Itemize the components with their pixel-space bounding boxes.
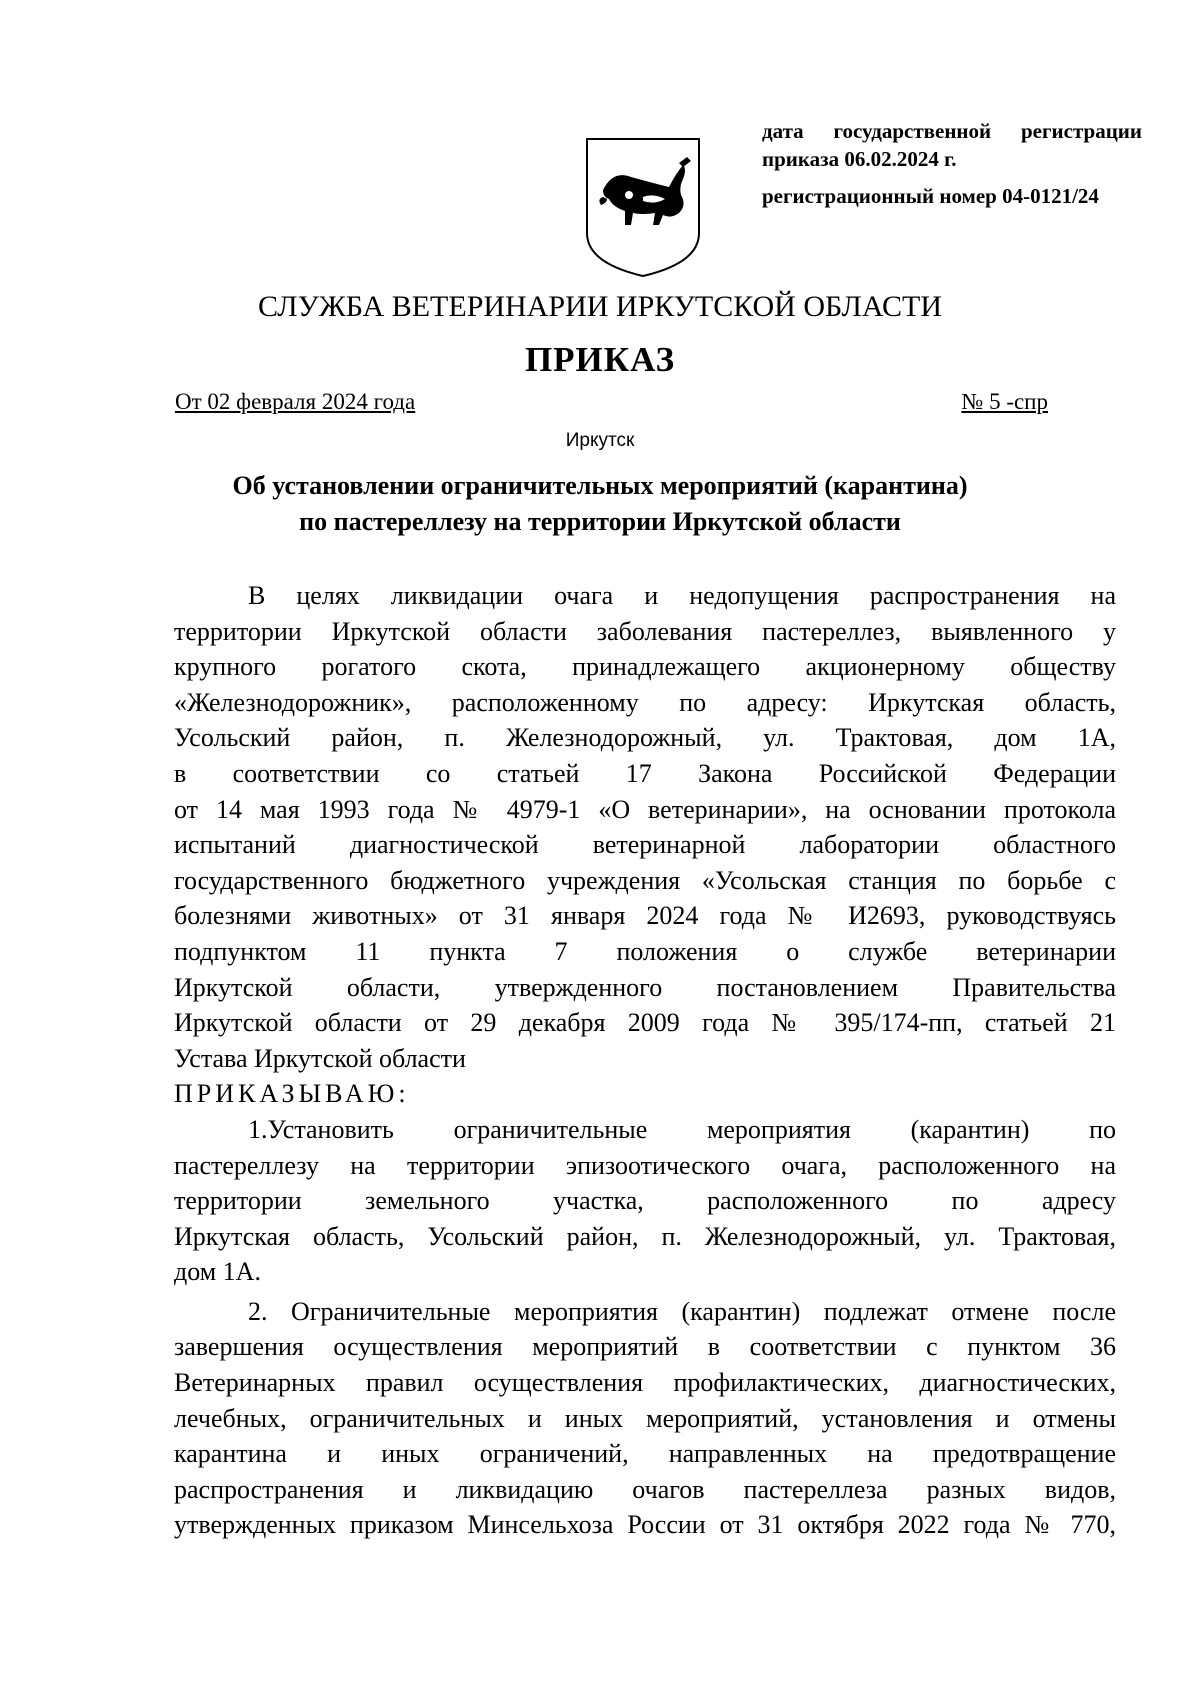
document-city: Иркутск [565,430,635,451]
preamble-line: Устава Иркутской области [174,1043,466,1073]
preamble-line: В целях ликвидации очага и недопущения распространения на [248,581,1116,610]
item1-line: пастереллезу на территории эпизоотического очага, расположенного на [174,1150,1116,1180]
item1-line: дом 1А. [174,1257,261,1287]
item1-line: 1.Установить ограничительные мероприятия (карантин) по [248,1114,1116,1144]
preamble-line: от 14 мая 1993 года № 4979-1 «О ветеринарии», на основании протокола [174,794,1116,824]
document-number: № 5 -спр [961,389,1048,414]
document-type: ПРИКАЗ [524,340,676,379]
registration-stamp [762,117,1142,210]
command-word: ПРИКАЗЫВАЮ: [174,1079,410,1109]
item2-line: карантина и иных ограничений, направленных на предотвращение [174,1439,1116,1469]
title-line: по пастереллезу на территории Иркутской области [299,507,901,536]
item1-line: территории земельного участка, расположенного по адресу [174,1186,1116,1216]
document-body [174,578,1116,1543]
organization-name: СЛУЖБА ВЕТЕРИНАРИИ ИРКУТСКОЙ ОБЛАСТИ [258,290,942,323]
preamble-line: Иркутской области от 29 декабря 2009 года № 395/174-пп, статьей 21 [174,1008,1116,1038]
item2-line: утвержденных приказом Минсельхоза России от 31 октября 2022 года № 770, [174,1510,1116,1540]
preamble-line: территории Иркутской области заболевания пастереллез, выявленного у [174,616,1116,646]
item2-line: 2. Ограничительные мероприятия (карантин) подлежат отмене после [248,1296,1116,1326]
preamble-line: крупного рогатого скота, принадлежащего акционерному обществу [174,652,1116,682]
preamble-line: «Железнодорожник», расположенному по адресу: Иркутская область, [174,687,1116,717]
item2-line: распространения и ликвидацию очагов пастереллеза разных видов, [174,1474,1116,1504]
registration-line: дата государственной регистрации [762,119,1142,143]
preamble-line: государственного бюджетного учреждения «Усольская станция по борьбе с [174,865,1116,895]
preamble-line: испытаний диагностической ветеринарной лаборатории областного [174,830,1116,860]
preamble-line: подпунктом 11 пункта 7 положения о службе ветеринарии [174,936,1116,966]
coat-of-arms-icon [583,135,703,280]
item1-line: Иркутская область, Усольский район, п. Железнодорожный, ул. Трактовая, [174,1221,1116,1251]
document-date: От 02 февраля 2024 года [175,389,416,414]
preamble-line: болезнями животных» от 31 января 2024 года № И2693, руководствуясь [174,901,1116,931]
item2-line: завершения осуществления мероприятий в соответствии с пунктом 36 [174,1332,1116,1362]
registration-number: регистрационный номер 04-0121/24 [762,184,1099,208]
registration-date: приказа 06.02.2024 г. [762,147,957,171]
preamble-line: Иркутской области, утвержденного постановлением Правительства [174,972,1116,1002]
preamble-line: в соответствии со статьей 17 Закона Российской Федерации [174,758,1116,788]
preamble-line: Усольский район, п. Железнодорожный, ул. Трактовая, дом 1А, [174,723,1116,753]
item2-line: Ветеринарных правил осуществления профилактических, диагностических, [174,1368,1116,1398]
title-line: Об установлении ограничительных мероприятий (карантина) [232,471,968,500]
item2-line: лечебных, ограничительных и иных мероприятий, установления и отмены [174,1403,1116,1433]
document-title [0,468,1200,540]
